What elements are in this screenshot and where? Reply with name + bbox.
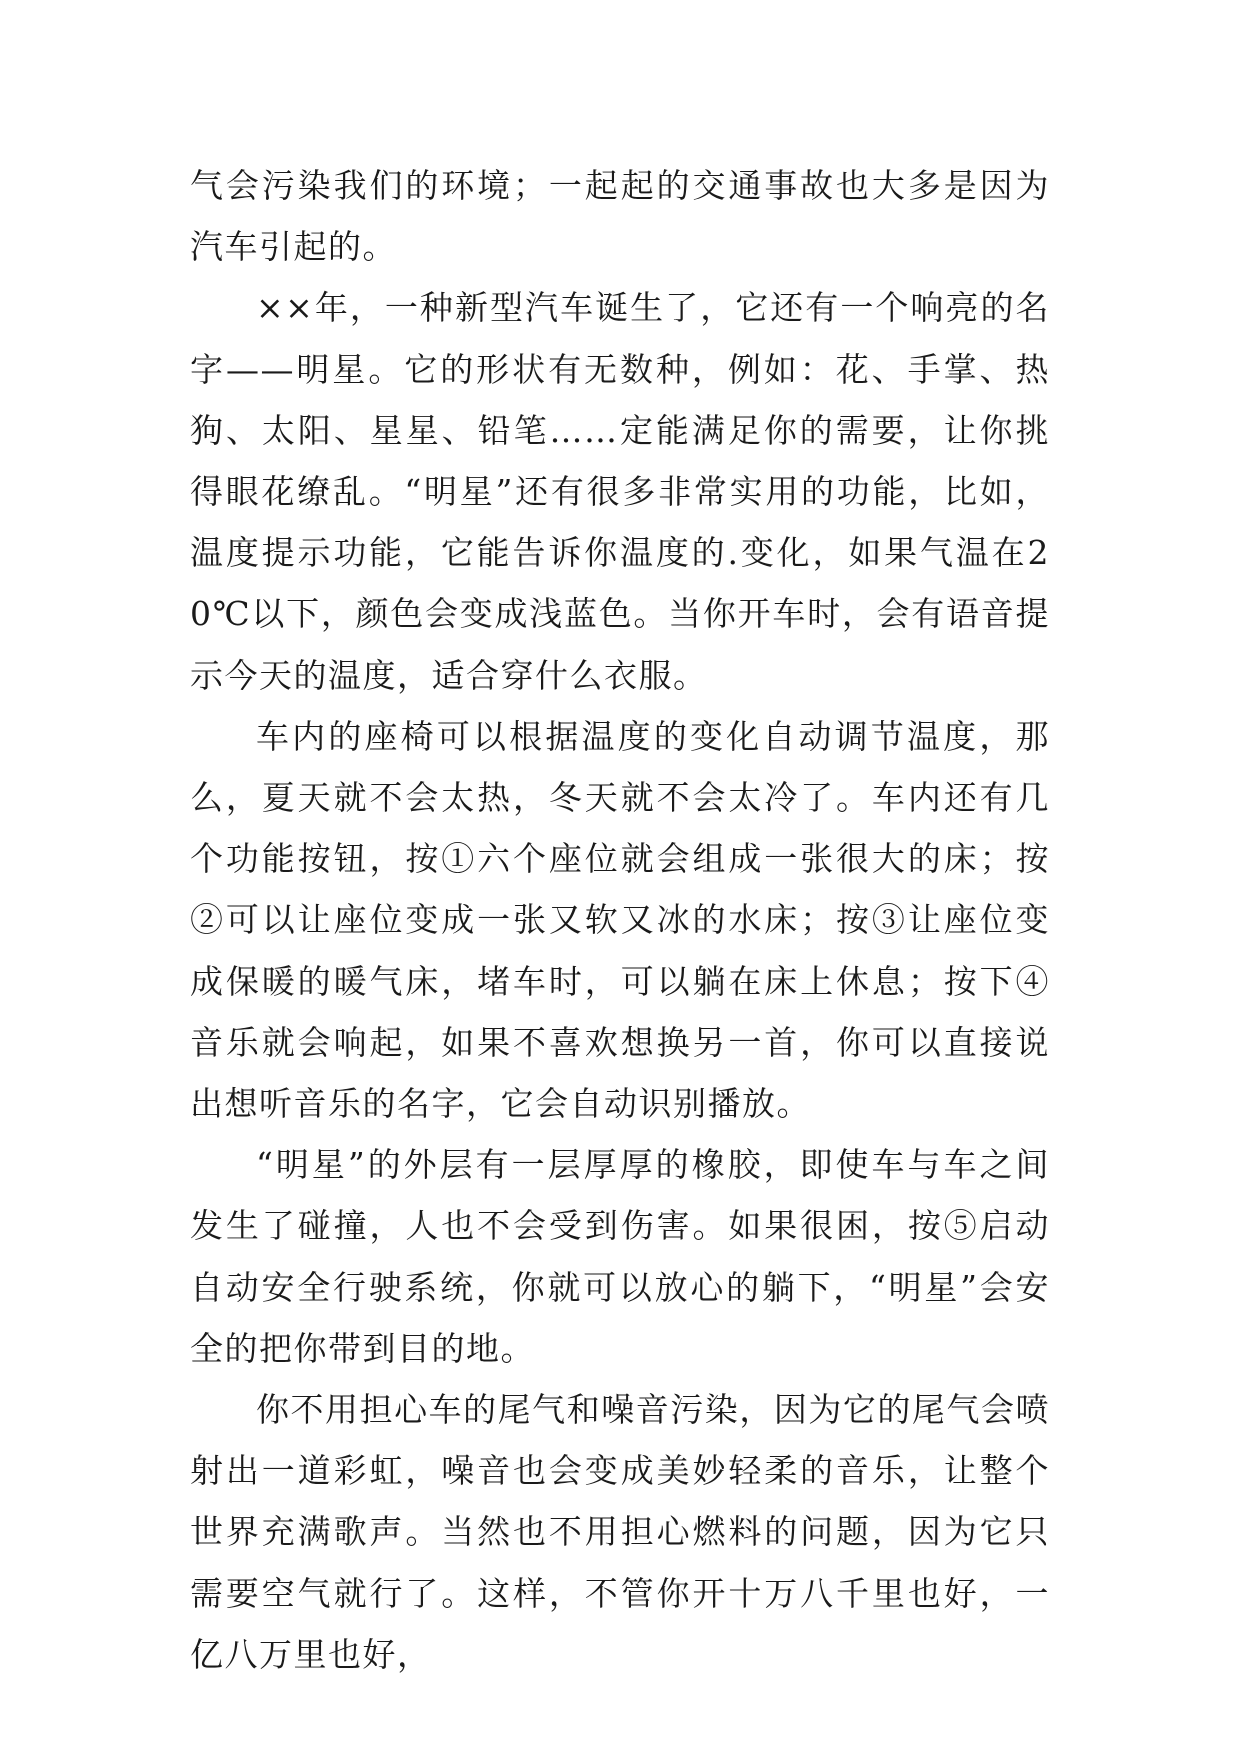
paragraph-2: ××年，一种新型汽车诞生了，它还有一个响亮的名字——明星。它的形状有无数种，例如：花、手掌、热狗、太阳、星星、铅笔……定能满足你的需要，让你挑得眼花缭乱。“明星”还有很多非常实用的功能，比如，温度提示功能，它能告诉你温度的.变化，如果气温在20℃以下，颜色会变成浅蓝色。当你开车时，会有语音提示今天的温度，适合穿什么衣服。 xyxy=(190,288,1050,695)
paragraph-5: 你不用担心车的尾气和噪音污染，因为它的尾气会喷射出一道彩虹，噪音也会变成美妙轻柔的音乐，让整个世界充满歌声。当然也不用担心燃料的问题，因为它只需要空气就行了。这样，不管你开十万八千里也好，一亿八万里也好， xyxy=(190,1390,1050,1674)
document-body xyxy=(190,155,1050,1685)
paragraph-4: “明星”的外层有一层厚厚的橡胶，即使车与车之间发生了碰撞，人也不会受到伤害。如果很困，按⑤启动自动安全行驶系统，你就可以放心的躺下，“明星”会安全的把你带到目的地。 xyxy=(190,1145,1050,1368)
paragraph-1: 气会污染我们的环境；一起起的交通事故也大多是因为汽车引起的。 xyxy=(190,166,1050,267)
paragraph-3: 车内的座椅可以根据温度的变化自动调节温度，那么，夏天就不会太热，冬天就不会太冷了。车内还有几个功能按钮，按①六个座位就会组成一张很大的床；按②可以让座位变成一张又软又冰的水床；按③让座位变成保暖的暖气床，堵车时，可以躺在床上休息；按下④音乐就会响起，如果不喜欢想换另一首，你可以直接说出想听音乐的名字，它会自动识别播放。 xyxy=(190,716,1050,1124)
